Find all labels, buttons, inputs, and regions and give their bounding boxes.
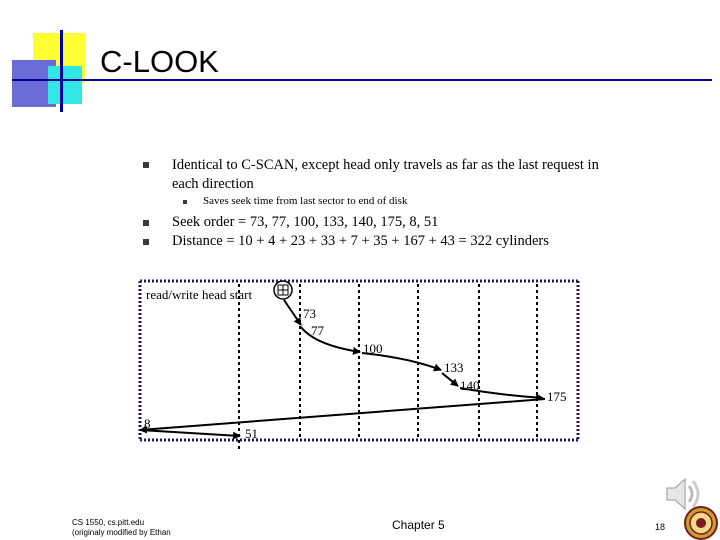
label-140: 140 <box>460 378 480 393</box>
label-8: 8 <box>144 416 151 431</box>
bullet-text-1b: each direction <box>172 176 254 192</box>
read-write-head-icon <box>274 281 292 299</box>
bullet-text-1a: Identical to C-SCAN, except head only travels as far as the last request in <box>172 157 599 173</box>
label-133: 133 <box>444 360 464 375</box>
bullet-text-3: Distance = 10 + 4 + 23 + 33 + 7 + 35 + 167 + 43 = 322 cylinders <box>172 233 549 249</box>
slide-title: C-LOOK <box>100 44 219 79</box>
footer-course <box>72 518 171 538</box>
footer-course-line2: (originaly modified by Ethan <box>72 528 171 537</box>
label-73: 73 <box>303 306 316 321</box>
label-77: 77 <box>311 323 324 338</box>
footer-course-line1: CS 1550, cs.pitt.edu <box>72 518 145 527</box>
start-label: read/write head start <box>146 287 253 302</box>
label-51: 51 <box>245 426 258 441</box>
footer-chapter: Chapter 5 <box>392 518 445 532</box>
sub-bullet-text: Saves seek time from last sector to end of disk <box>203 195 408 207</box>
head-path <box>140 300 545 436</box>
bullet-text-2: Seek order = 73, 77, 100, 133, 140, 175, 8, 51 <box>172 214 439 230</box>
university-seal-icon <box>683 505 719 540</box>
label-100: 100 <box>363 341 383 356</box>
label-175: 175 <box>547 389 567 404</box>
cylinder-gridlines <box>239 284 537 450</box>
page-number: 18 <box>655 522 666 532</box>
